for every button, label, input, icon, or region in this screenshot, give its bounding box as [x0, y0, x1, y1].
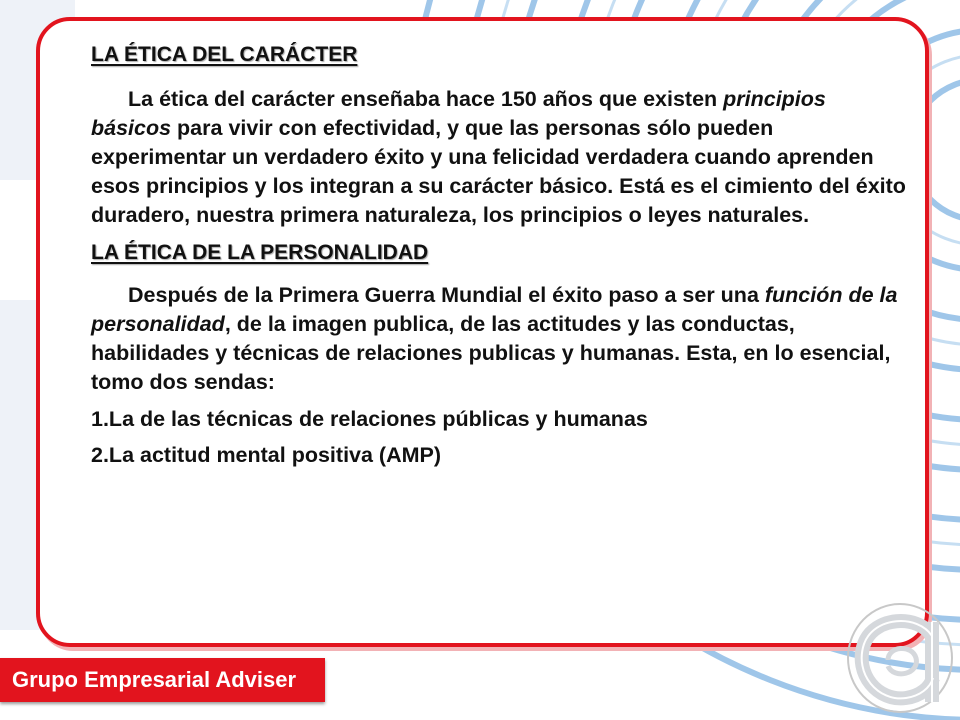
paragraph-character-ethic — [91, 85, 911, 230]
section-heading-character-ethic: LA ÉTICA DEL CARÁCTER — [91, 43, 358, 66]
paragraph-text: para vivir con efectividad, y que las personas sólo pueden experimentar un verdadero éxito y una felicidad verdadera cuando aprenden esos principios y los integran a su carácter básico. Está es el cimiento del éxito duradero, nuestra primera naturaleza, los principios o leyes naturales. — [91, 116, 906, 227]
slide-content — [91, 40, 911, 470]
section-heading-personality-ethic: LA ÉTICA DE LA PERSONALIDAD — [91, 241, 429, 264]
emphasis-text: principios básicos — [91, 87, 826, 140]
company-footer-banner: Grupo Empresarial Adviser — [0, 658, 325, 702]
paragraph-text: , de la imagen publica, de las actitudes y las conductas, habilidades y técnicas de relaciones publicas y humanas. Esta, en lo esencial, tomo dos sendas: — [91, 312, 891, 394]
paragraph-personality-ethic — [91, 281, 911, 397]
emphasis-text: función de la personalidad — [91, 283, 898, 336]
adviser-a-logo-icon — [838, 594, 960, 720]
paragraph-text: Después de la Primera Guerra Mundial el éxito paso a ser una — [128, 283, 765, 307]
list-item: 1.La de las técnicas de relaciones públicas y humanas — [91, 407, 648, 431]
list-item: 2.La actitud mental positiva (AMP) — [91, 443, 442, 467]
paragraph-text: La ética del carácter enseñaba hace 150 años que existen — [128, 87, 724, 111]
